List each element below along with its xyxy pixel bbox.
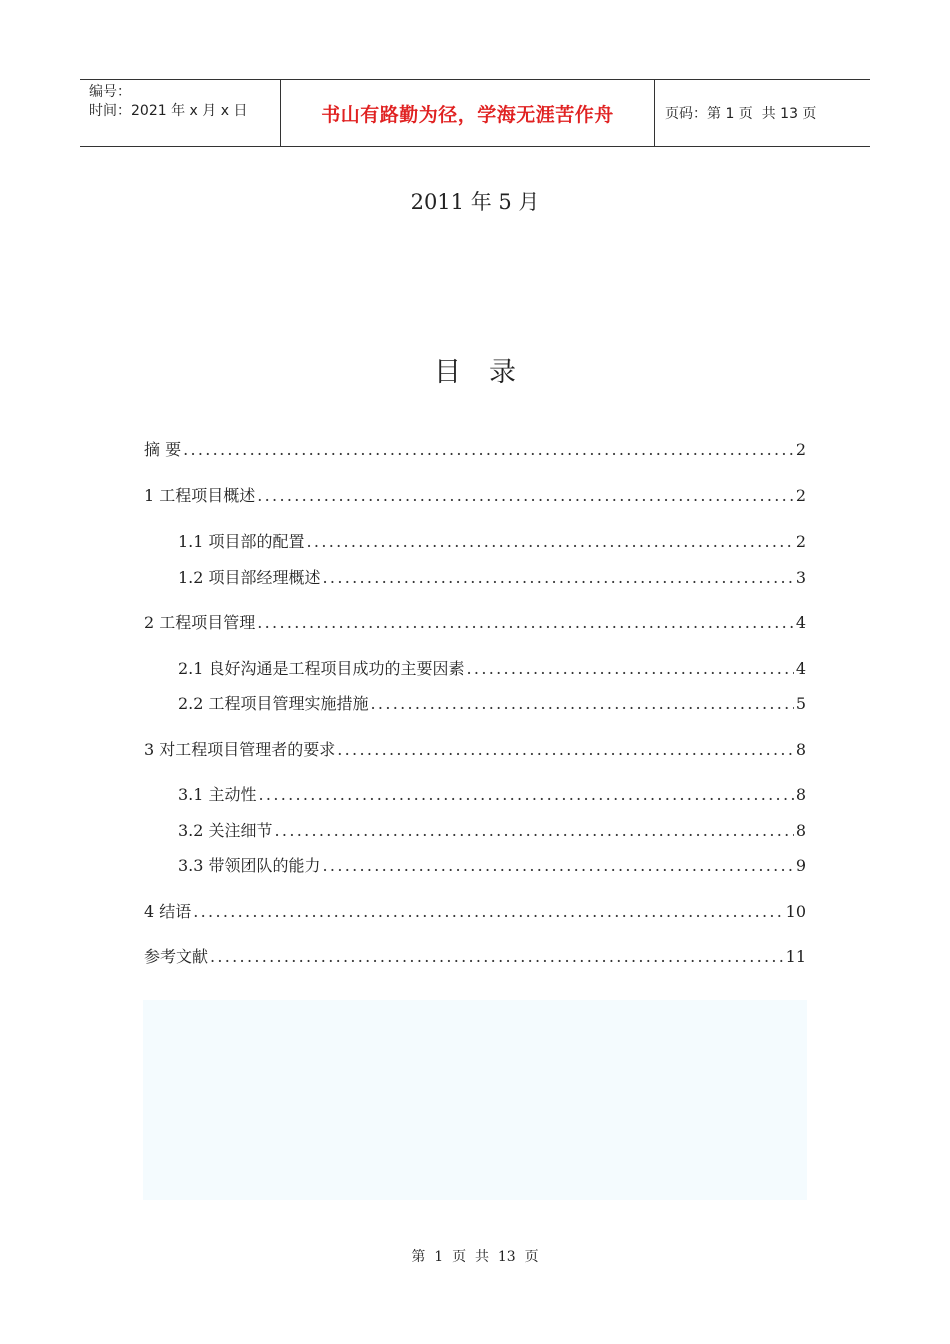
header-meta-cell	[80, 80, 281, 146]
toc-entry[interactable]	[178, 694, 806, 714]
header-motto: 书山有路勤为径，学海无涯苦作舟	[321, 103, 614, 126]
toc-entry-page: 2	[795, 532, 806, 551]
header-page-cell	[655, 80, 870, 146]
toc-entry-label: 3.1 主动性	[178, 785, 257, 804]
toc-entry-page: 10	[785, 902, 806, 921]
header-motto-cell	[281, 80, 655, 146]
toc-leader-dots	[323, 856, 794, 876]
toc-entry-label: 1.2 项目部经理概述	[178, 568, 321, 587]
toc-entry[interactable]	[144, 613, 806, 633]
toc-leader-dots	[337, 740, 794, 760]
toc-entry[interactable]	[144, 740, 806, 760]
toc-entry-label: 2.2 工程项目管理实施措施	[178, 694, 369, 713]
toc-entry[interactable]	[144, 486, 806, 506]
toc-entry-label: 1 工程项目概述	[144, 486, 256, 505]
toc-entry[interactable]	[178, 659, 806, 679]
toc-entry-label: 3.2 关注细节	[178, 821, 273, 840]
header-page-info: 页码：第 1 页 共 13 页	[665, 106, 817, 122]
shaded-region	[143, 1000, 807, 1200]
toc-entry[interactable]	[178, 821, 806, 841]
toc-entry-page: 8	[795, 785, 806, 804]
toc-entry-page: 5	[795, 694, 806, 713]
toc-entry-page: 2	[795, 440, 806, 459]
toc-leader-dots	[275, 821, 794, 841]
toc-leader-dots	[193, 902, 783, 922]
toc-entry-page: 3	[795, 568, 806, 587]
toc-entry-label: 参考文献	[144, 947, 209, 966]
toc-entry-page: 4	[795, 613, 806, 632]
toc-entry-label: 2.1 良好沟通是工程项目成功的主要因素	[178, 659, 465, 678]
toc-leader-dots	[371, 694, 794, 714]
page-footer: 第 1 页 共 13 页	[411, 1249, 539, 1265]
toc-entry-label: 3 对工程项目管理者的要求	[144, 740, 336, 759]
toc-entry-label: 3.3 带领团队的能力	[178, 856, 321, 875]
document-date: 2011 年 5 月	[410, 190, 540, 214]
toc-entry-label: 摘 要	[144, 440, 182, 459]
toc-entry-page: 4	[795, 659, 806, 678]
document-number-label: 编号：	[89, 84, 131, 100]
toc-leader-dots	[257, 613, 794, 633]
toc-entry[interactable]	[178, 568, 806, 588]
toc-leader-dots	[257, 486, 794, 506]
document-time-label: 时间：2021 年 x 月 x 日	[89, 103, 248, 119]
toc-entry[interactable]	[144, 947, 806, 967]
toc-leader-dots	[259, 785, 794, 805]
toc-entry-page: 8	[795, 821, 806, 840]
toc-entry[interactable]	[178, 785, 806, 805]
toc-entry[interactable]	[144, 440, 806, 460]
toc-leader-dots	[323, 568, 794, 588]
toc-entry-label: 4 结语	[144, 902, 192, 921]
document-header	[80, 79, 870, 147]
toc-entry-page: 9	[795, 856, 806, 875]
toc-entry-label: 1.1 项目部的配置	[178, 532, 305, 551]
toc-entry[interactable]	[178, 856, 806, 876]
toc-leader-dots	[210, 947, 784, 967]
toc-entry-page: 8	[795, 740, 806, 759]
toc-entry[interactable]	[178, 532, 806, 552]
toc-entry-page: 2	[795, 486, 806, 505]
toc-title: 目录	[434, 357, 544, 388]
toc-leader-dots	[183, 440, 794, 460]
toc-entry-label: 2 工程项目管理	[144, 613, 256, 632]
toc-leader-dots	[307, 532, 794, 552]
toc-leader-dots	[467, 659, 794, 679]
toc-entry-page: 11	[785, 947, 806, 966]
toc-entry[interactable]	[144, 902, 806, 922]
